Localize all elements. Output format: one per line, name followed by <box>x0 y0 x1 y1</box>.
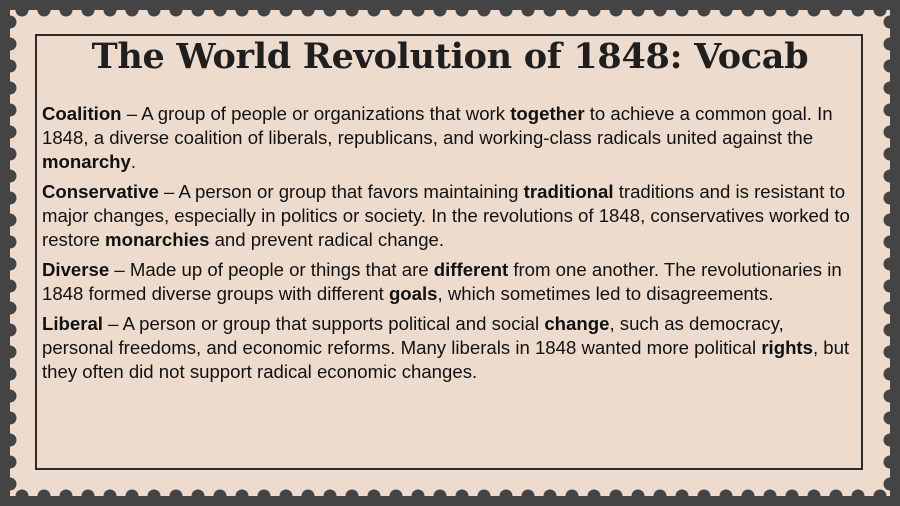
keyword: change <box>544 313 610 334</box>
term: Coalition <box>42 103 122 124</box>
vocab-entry-liberal: Liberal – A person or group that supports political and social change, such as democracy, personal freedoms, and economic reforms. Many liberals in 1848 wanted more political rights, but they often did not support radical economic changes. <box>42 313 850 382</box>
vocab-list <box>42 102 854 390</box>
vocab-entry-conservative: Conservative – A person or group that favors maintaining traditional traditions and is resistant to major changes, especially in politics or society. In the revolutions of 1848, conservatives worked to restore monarchies and prevent radical change. <box>42 181 850 250</box>
term: Liberal <box>42 313 103 334</box>
keyword: monarchies <box>105 229 210 250</box>
keyword: traditional <box>523 181 614 202</box>
keyword: different <box>433 259 509 280</box>
vocab-entry-diverse: Diverse – Made up of people or things that are different from one another. The revolutionaries in 1848 formed diverse groups with different goals, which sometimes led to disagreements. <box>42 259 842 304</box>
page-title: The World Revolution of 1848: Vocab <box>91 36 809 77</box>
term: Conservative <box>42 181 159 202</box>
keyword: rights <box>761 337 813 358</box>
keyword: monarchy <box>42 151 131 172</box>
term: Diverse <box>42 259 110 280</box>
keyword: together <box>510 103 585 124</box>
keyword: goals <box>388 283 438 304</box>
vocab-entry-coalition: Coalition – A group of people or organizations that work together to achieve a common goal. In 1848, a diverse coalition of liberals, republicans, and working-class radicals united against the monarchy. <box>42 103 833 172</box>
